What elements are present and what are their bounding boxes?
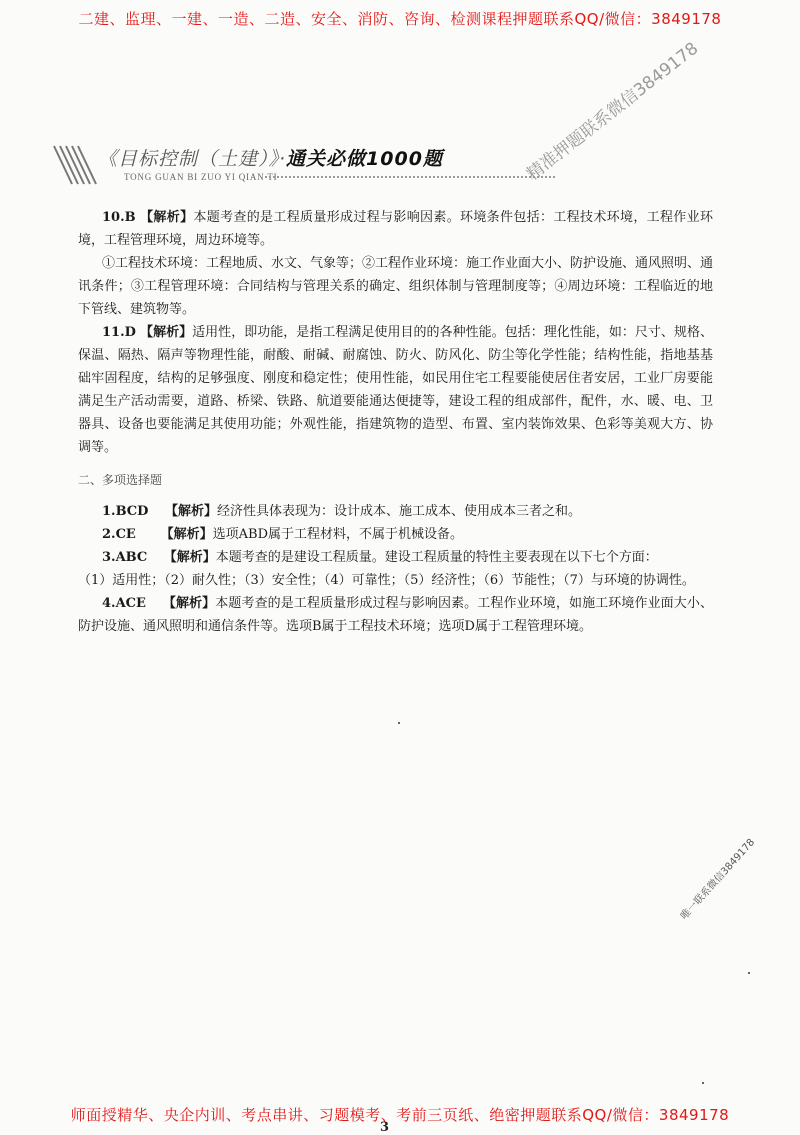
book-subtitle: TONG GUAN BI ZUO YI QIAN TI: [124, 172, 278, 182]
scan-speck: [398, 722, 400, 724]
answer-content: [78, 206, 713, 638]
book-title-prefix: 《目标控制（土建）》·: [98, 148, 287, 170]
scan-speck: [748, 972, 750, 974]
answer-paragraph: [78, 569, 713, 592]
answer-paragraph: [78, 546, 713, 569]
analysis-text: （1）适用性；（2）耐久性；（3）安全性；（4）可靠性；（5）经济性；（6）节能性；（7）与环境的协调性。: [78, 573, 695, 588]
analysis-text: 本题考查的是工程质量形成过程与影响因素。环境条件包括：工程技术环境，工程作业环境，工程管理环境，周边环境等。: [78, 210, 713, 248]
answer-key: 4.ACE: [102, 596, 146, 611]
analysis-tag: 【解析】: [160, 527, 213, 542]
watermark-top: 精准押题联系微信3849178: [523, 38, 703, 185]
answer-paragraph: [78, 592, 713, 638]
analysis-text: 适用性，即功能，是指工程满足使用目的的各种性能。包括：理化性能，如：尺寸、规格、保温、隔热、隔声等物理性能，耐酸、耐碱、耐腐蚀、防火、防风化、防尘等化学性能；结构性能，指地基基础牢固程度，结构的足够强度、刚度和稳定性；使用性能，如民用住宅工程要能使居住者安居，工业厂房要能满足生产活动需要，道路、桥梁、铁路、航道要能通达便捷等，建设工程的组成部件，配件，水、暖、电、卫器具、设备也要能满足其使用功能；外观性能，指建筑物的造型、布置、室内装饰效果、色彩等美观大方、协调等。: [78, 325, 713, 455]
answer-paragraph: [78, 523, 713, 546]
book-header: [50, 140, 560, 190]
bottom-promo-banner: 师面授精华、央企内训、考点串讲、习题模考、考前三页纸、绝密押题联系QQ/微信：3849178: [70, 1106, 730, 1124]
analysis-text: 本题考查的是工程质量形成过程与影响因素。工程作业环境，如施工环境作业面大小、防护设施、通风照明和通信条件等。选项B属于工程技术环境；选项D属于工程管理环境。: [78, 596, 713, 634]
answer-paragraph: [78, 321, 713, 459]
analysis-tag: 【解析】: [163, 550, 216, 565]
answer-key: 3.ABC: [102, 550, 148, 565]
book-title: [98, 144, 443, 171]
answer-key: 1.BCD: [102, 504, 149, 519]
header-dotted-rule: [265, 176, 555, 179]
answer-paragraph: [78, 206, 713, 252]
analysis-text: 本题考查的是建设工程质量。建设工程质量的特性主要表现在以下七个方面：: [215, 550, 658, 565]
analysis-text: 选项ABD属于工程材料，不属于机械设备。: [212, 527, 464, 542]
scan-speck: [702, 1082, 704, 1084]
analysis-tag: 【解析】: [164, 504, 217, 519]
answer-key: 10.B: [102, 210, 136, 225]
answer-paragraph: [78, 252, 713, 321]
analysis-tag: 【解析】: [162, 596, 216, 611]
analysis-text: 经济性具体表现为：设计成本、施工成本、使用成本三者之和。: [216, 504, 581, 519]
analysis-text: ①工程技术环境：工程地质、水文、气象等；②工程作业环境：施工作业面大小、防护设施、通风照明、通讯条件；③工程管理环境：合同结构与管理关系的确定、组织体制与管理制度等；④周边环境：工程临近的地下管线、建筑物等。: [78, 256, 714, 317]
page-number: 3: [380, 1120, 390, 1135]
answer-paragraph: [78, 500, 713, 523]
analysis-tag: 【解析】: [140, 325, 193, 340]
analysis-tag: 【解析】: [140, 210, 194, 225]
watermark-side: 唯一联系微信3849178: [678, 836, 758, 923]
section-title: 二、多项选择题: [78, 473, 163, 487]
top-promo-banner: 二建、监理、一建、一造、二造、安全、消防、咨询、检测课程押题联系QQ/微信：3849178: [78, 10, 722, 28]
answer-key: 11.D: [102, 325, 136, 340]
answer-key: 2.CE: [102, 527, 136, 542]
book-title-main: 通关必做1000题: [286, 148, 443, 170]
